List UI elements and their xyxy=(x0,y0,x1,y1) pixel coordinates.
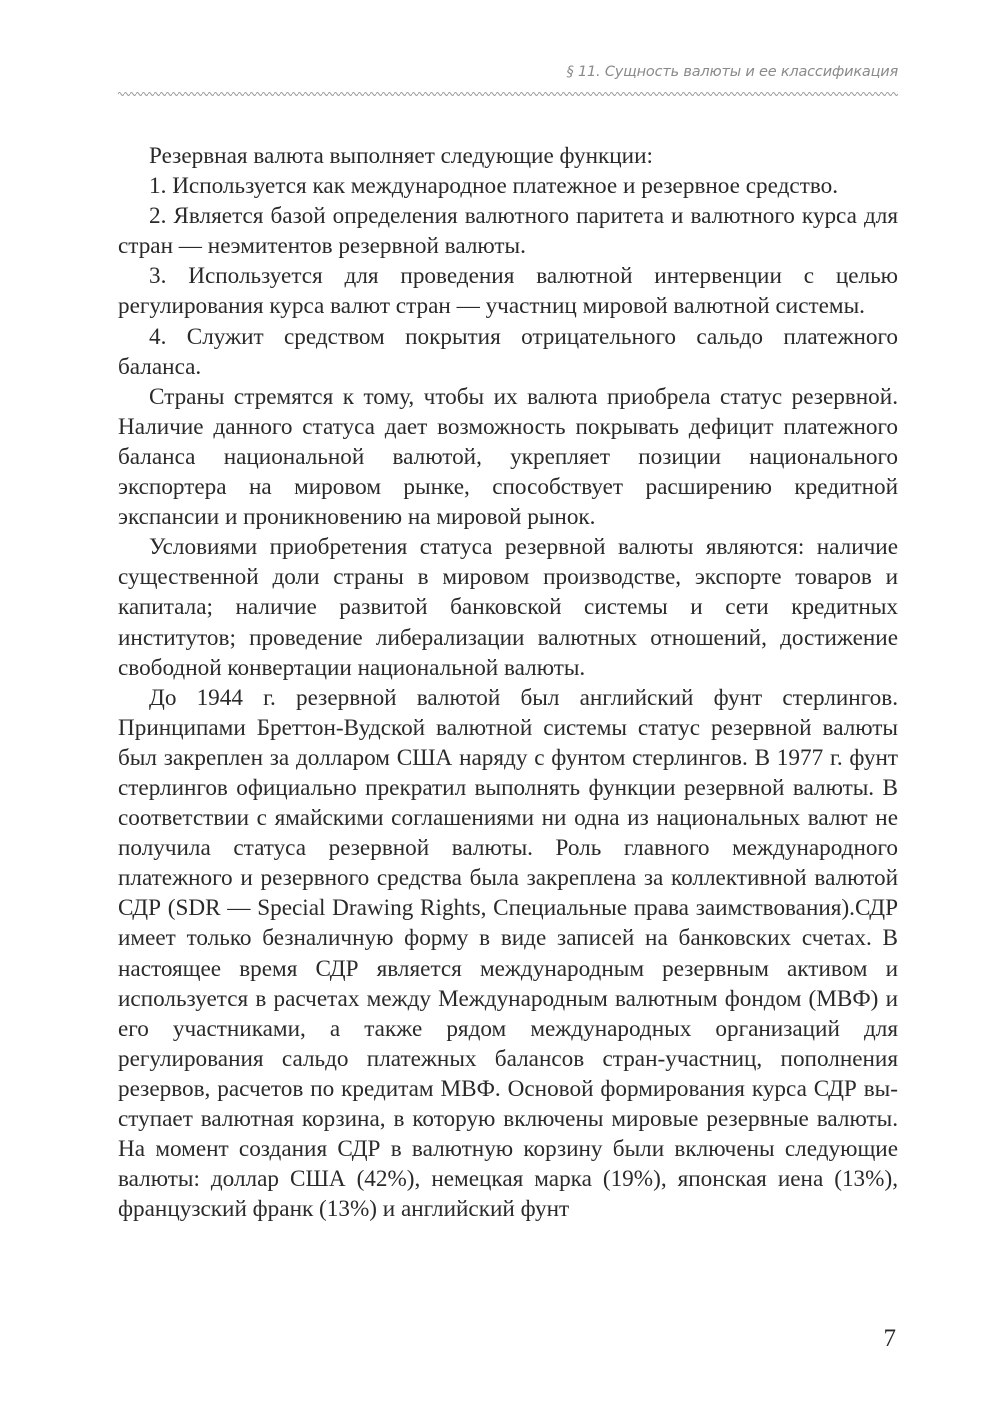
paragraph: 4. Служит средством покрытия отрицательного сальдо платежного баланса. xyxy=(118,323,898,380)
page-number: 7 xyxy=(883,1325,896,1352)
paragraph: До 1944 г. резервной валютой был английский фунт стерлингов. Принципами Бреттон-Вудской валютной системы статус резервной валюты был закреплен за долларом США наряду с фунтом стерлингов. В 1977 г. фунт стерлингов официально прекратил выполнять функции резервной валюты. В соответствии с ямайскими соглашениями ни одна из национальных валют не получила статуса резервной валюты. Роль главного международного платежного и резервного средства была закреплена за коллективной валютой СДР (SDR — Special Drawing Rights, Специальные права заимствования).СДР имеет только безналичную форму в виде записей на банковских счетах. В настоящее время СДР является международным резервным активом и используется в расчетах между Международным валютным фондом (МВФ) и его участниками, а также рядом международных организаций для регулирования сальдо платежных балансов стран-участниц, пополнения резервов, расчетов по кредитам МВФ. Основой формирования курса СДР выступает валютная корзина, в которую включены мировые резервные валюты. На момент создания СДР в валютную корзину были включены следующие валюты: доллар США (42%), немецкая марка (19%), японская иена (13%), французский франк (13%) и английский фунт xyxy=(118,684,898,1223)
running-header: § 11. Сущность валюты и ее классификация xyxy=(566,64,898,80)
paragraph: 2. Является базой определения валютного паритета и валютного курса для стран — неэмитентов резервной валюты. xyxy=(118,203,898,260)
paragraph: 1. Используется как международное платежное и резервное средство. xyxy=(149,173,839,200)
paragraph: Условиями приобретения статуса резервной валюты являются: наличие существенной доли страны в мировом производстве, экспорте товаров и капитала; наличие развитой банковской системы и сети кредитных институтов; проведение либерализации валютных отношений, достижение свободной конвертации национальной валюты. xyxy=(118,534,898,681)
header-wavy-rule xyxy=(118,90,898,98)
body-text xyxy=(118,141,898,1224)
paragraph: 3. Используется для проведения валютной интервенции с целью регулирования курса валют стран — участниц мировой валютной системы. xyxy=(118,263,898,320)
paragraph: Страны стремятся к тому, чтобы их валюта приобрела статус резервной. Наличие данного статуса дает возможность покрывать дефицит платежного баланса национальной валютой, укрепляет позиции национального экспортера на мировом рынке, способствует расширению кредитной экспансии и проникновению на мировой рынок. xyxy=(118,383,898,531)
paragraph: Резервная валюта выполняет следующие функции: xyxy=(149,143,653,169)
